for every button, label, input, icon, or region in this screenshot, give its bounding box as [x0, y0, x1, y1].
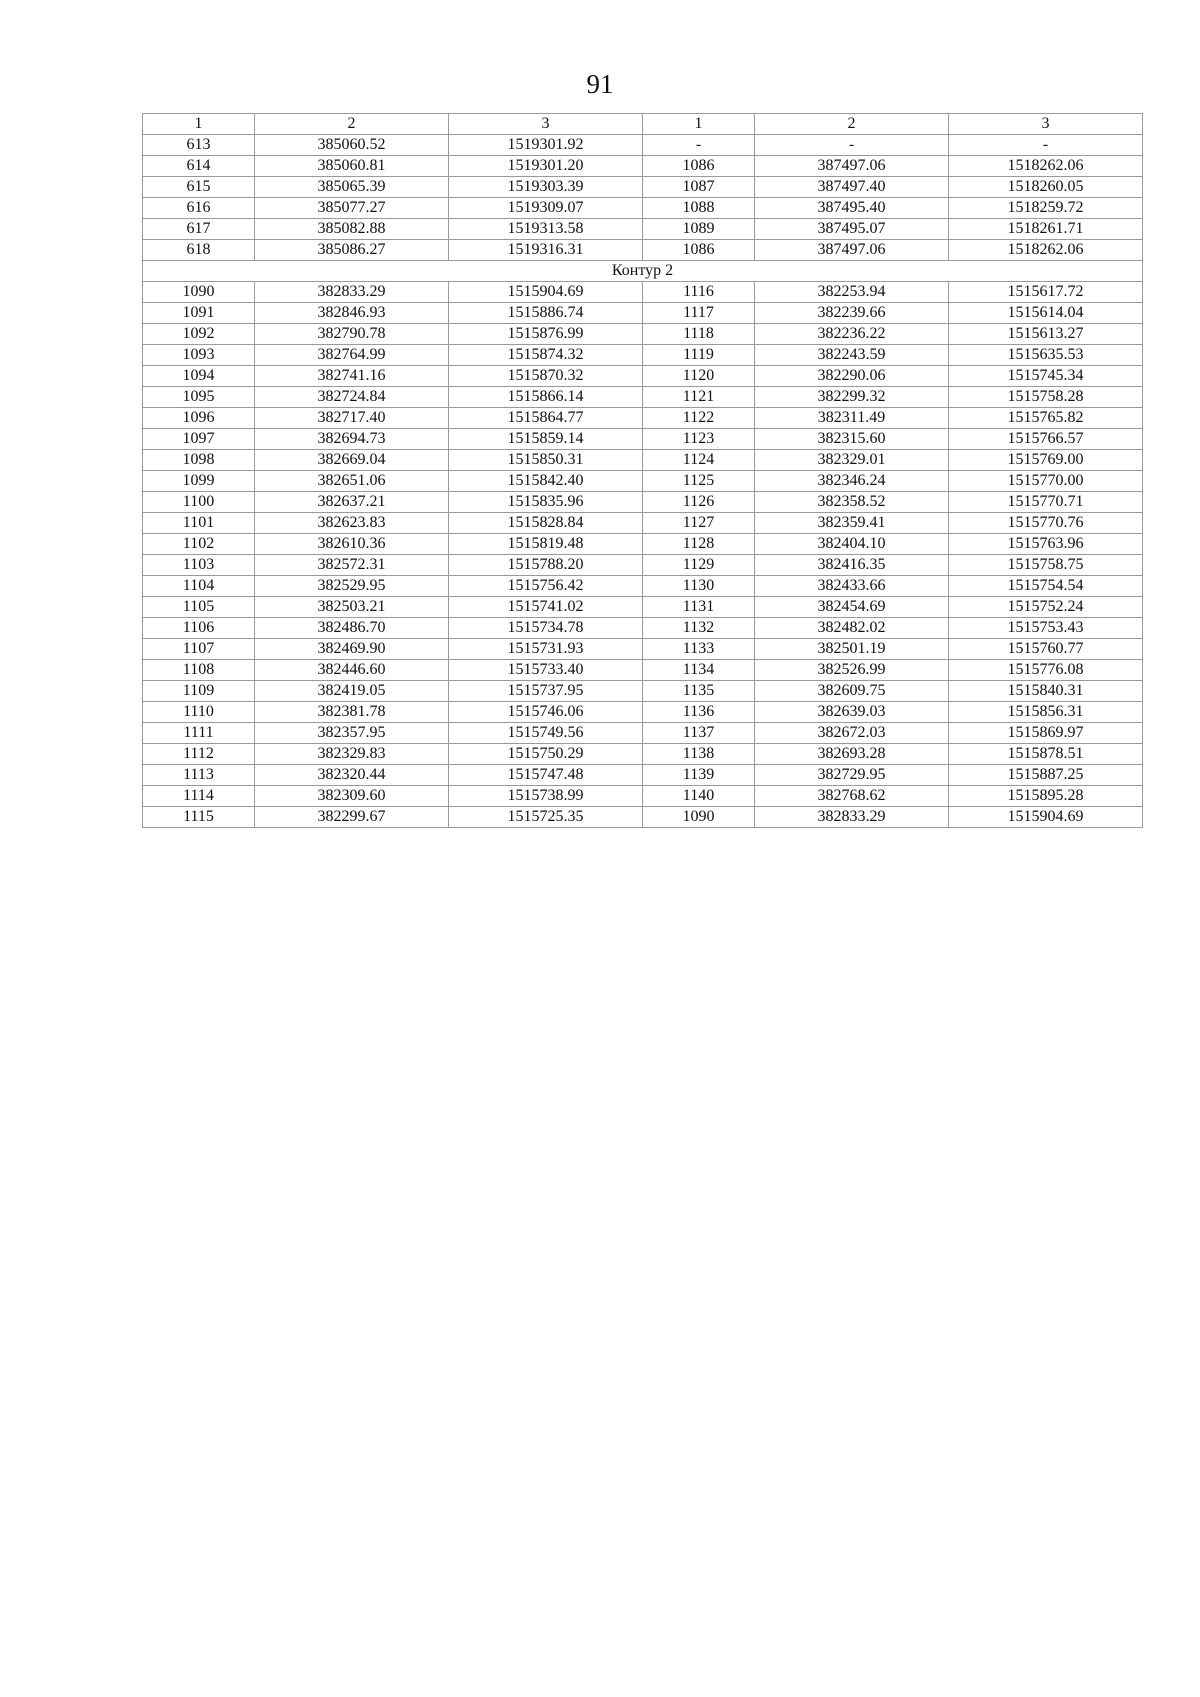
table-cell: 385060.52: [255, 135, 449, 156]
table-cell: 382672.03: [755, 723, 949, 744]
table-row: [143, 534, 1143, 555]
table-cell: 1105: [143, 597, 255, 618]
table-cell: 1124: [643, 450, 755, 471]
page-number: 91: [586, 69, 614, 99]
table-cell: 382404.10: [755, 534, 949, 555]
table-cell: 382290.06: [755, 366, 949, 387]
table-cell: 1110: [143, 702, 255, 723]
table-cell: 1515866.14: [449, 387, 643, 408]
table-cell: 1515617.72: [949, 282, 1143, 303]
table-cell: 618: [143, 240, 255, 261]
table-cell: 1515850.31: [449, 450, 643, 471]
table-cell: 1515856.31: [949, 702, 1143, 723]
table-cell: 382693.28: [755, 744, 949, 765]
table-cell: 1122: [643, 408, 755, 429]
table-cell: 1136: [643, 702, 755, 723]
table-header-row: [143, 114, 1143, 135]
table-cell: 1519301.92: [449, 135, 643, 156]
table-cell: 387497.06: [755, 156, 949, 177]
table-cell: 1515904.69: [949, 807, 1143, 828]
table-cell: 382694.73: [255, 429, 449, 450]
table-cell: 1127: [643, 513, 755, 534]
table-cell: 382741.16: [255, 366, 449, 387]
table-cell: 1117: [643, 303, 755, 324]
table-cell: 1095: [143, 387, 255, 408]
table-cell: 1515741.02: [449, 597, 643, 618]
table-cell: 382433.66: [755, 576, 949, 597]
table-cell: 1126: [643, 492, 755, 513]
table-row: [143, 303, 1143, 324]
table-cell: 1099: [143, 471, 255, 492]
table-row: [143, 219, 1143, 240]
table-row: [143, 660, 1143, 681]
table-cell: 382416.35: [755, 555, 949, 576]
column-number-cell: 2: [255, 114, 449, 135]
table-cell: 1515635.53: [949, 345, 1143, 366]
table-cell: 1128: [643, 534, 755, 555]
table-cell: 1515887.25: [949, 765, 1143, 786]
table-cell: 382833.29: [755, 807, 949, 828]
table-cell: 382299.32: [755, 387, 949, 408]
table-cell: 1515760.77: [949, 639, 1143, 660]
table-row: [143, 513, 1143, 534]
table-cell: 1120: [643, 366, 755, 387]
table-cell: 1515840.31: [949, 681, 1143, 702]
table-cell: 1515828.84: [449, 513, 643, 534]
table-row: [143, 282, 1143, 303]
table-cell: 1515864.77: [449, 408, 643, 429]
table-row: [143, 345, 1143, 366]
table-cell: 1515769.00: [949, 450, 1143, 471]
table-row: [143, 177, 1143, 198]
table-cell: 1114: [143, 786, 255, 807]
table-cell: 382346.24: [755, 471, 949, 492]
table-cell: 1121: [643, 387, 755, 408]
table-cell: 1129: [643, 555, 755, 576]
table-cell: 1515886.74: [449, 303, 643, 324]
table-cell: 1118: [643, 324, 755, 345]
table-cell: 382768.62: [755, 786, 949, 807]
table-cell: 1515763.96: [949, 534, 1143, 555]
table-cell: 1515859.14: [449, 429, 643, 450]
table-cell: 1096: [143, 408, 255, 429]
table-cell: 382790.78: [255, 324, 449, 345]
table-row: [143, 765, 1143, 786]
table-cell: 382469.90: [255, 639, 449, 660]
table-row: [143, 555, 1143, 576]
table-cell: 615: [143, 177, 255, 198]
table-cell: 1108: [143, 660, 255, 681]
table-cell: 1515752.24: [949, 597, 1143, 618]
table-cell: 1104: [143, 576, 255, 597]
table-cell: 1515770.76: [949, 513, 1143, 534]
table-cell: 382609.75: [755, 681, 949, 702]
table-cell: 382669.04: [255, 450, 449, 471]
table-cell: 382329.01: [755, 450, 949, 471]
table-cell: 1515738.99: [449, 786, 643, 807]
table-cell: 1518259.72: [949, 198, 1143, 219]
table-row: [143, 807, 1143, 828]
table-cell: 1515819.48: [449, 534, 643, 555]
table-row: [143, 702, 1143, 723]
table-cell: 1130: [643, 576, 755, 597]
table-cell: 1515731.93: [449, 639, 643, 660]
table-cell: 1515745.34: [949, 366, 1143, 387]
table-row: [143, 786, 1143, 807]
table-cell: 1106: [143, 618, 255, 639]
table-cell: 382358.52: [755, 492, 949, 513]
table-cell: 382309.60: [255, 786, 449, 807]
table-cell: 1515749.56: [449, 723, 643, 744]
table-row: [143, 618, 1143, 639]
table-cell: 1091: [143, 303, 255, 324]
table-cell: 1515766.57: [949, 429, 1143, 450]
table-cell: 1134: [643, 660, 755, 681]
table-cell: 1518262.06: [949, 240, 1143, 261]
table-cell: 382239.66: [755, 303, 949, 324]
table-cell: 1515878.51: [949, 744, 1143, 765]
table-row: [143, 597, 1143, 618]
table-cell: -: [949, 135, 1143, 156]
table-row: [143, 387, 1143, 408]
table-cell: 382482.02: [755, 618, 949, 639]
table-cell: 1111: [143, 723, 255, 744]
table-cell: 1518261.71: [949, 219, 1143, 240]
table-cell: 1131: [643, 597, 755, 618]
table-cell: 1140: [643, 786, 755, 807]
table-cell: 1101: [143, 513, 255, 534]
table-cell: 1088: [643, 198, 755, 219]
table-row: [143, 450, 1143, 471]
table-cell: 1119: [643, 345, 755, 366]
table-cell: 1092: [143, 324, 255, 345]
table-cell: 382572.31: [255, 555, 449, 576]
table-cell: 613: [143, 135, 255, 156]
table-cell: 1515895.28: [949, 786, 1143, 807]
table-cell: 616: [143, 198, 255, 219]
table-cell: 1515770.71: [949, 492, 1143, 513]
table-row: [143, 744, 1143, 765]
table-cell: 382639.03: [755, 702, 949, 723]
table-cell: 1515869.97: [949, 723, 1143, 744]
table-row: [143, 240, 1143, 261]
table-cell: 1515870.32: [449, 366, 643, 387]
table-cell: 1519316.31: [449, 240, 643, 261]
table-cell: 385060.81: [255, 156, 449, 177]
table-cell: 1519303.39: [449, 177, 643, 198]
table-cell: 1113: [143, 765, 255, 786]
table-cell: 1515904.69: [449, 282, 643, 303]
table-cell: 382381.78: [255, 702, 449, 723]
table-cell: 1089: [643, 219, 755, 240]
table-cell: 1086: [643, 156, 755, 177]
table-cell: 1115: [143, 807, 255, 828]
table-cell: 1515753.43: [949, 618, 1143, 639]
table-cell: 385086.27: [255, 240, 449, 261]
coordinates-table-body: [143, 114, 1143, 828]
table-cell: 382486.70: [255, 618, 449, 639]
table-cell: 1515770.00: [949, 471, 1143, 492]
table-cell: -: [643, 135, 755, 156]
table-cell: 387497.40: [755, 177, 949, 198]
table-row: [143, 408, 1143, 429]
column-number-cell: 1: [143, 114, 255, 135]
table-cell: 1137: [643, 723, 755, 744]
table-cell: 382320.44: [255, 765, 449, 786]
table-cell: 382764.99: [255, 345, 449, 366]
table-cell: 1515758.28: [949, 387, 1143, 408]
table-cell: 1098: [143, 450, 255, 471]
table-cell: 1515876.99: [449, 324, 643, 345]
table-cell: 1515733.40: [449, 660, 643, 681]
table-row: [143, 639, 1143, 660]
table-cell: 382357.95: [255, 723, 449, 744]
table-row: [143, 429, 1143, 450]
table-cell: 1100: [143, 492, 255, 513]
table-cell: 382329.83: [255, 744, 449, 765]
table-cell: 1139: [643, 765, 755, 786]
table-cell: 1515725.35: [449, 807, 643, 828]
table-cell: 1515754.54: [949, 576, 1143, 597]
table-cell: 382623.83: [255, 513, 449, 534]
table-cell: 382501.19: [755, 639, 949, 660]
table-row: [143, 156, 1143, 177]
table-cell: 382637.21: [255, 492, 449, 513]
table-cell: 385077.27: [255, 198, 449, 219]
table-cell: 382253.94: [755, 282, 949, 303]
table-cell: 385065.39: [255, 177, 449, 198]
table-cell: 382359.41: [755, 513, 949, 534]
table-cell: 1519313.58: [449, 219, 643, 240]
table-cell: 382454.69: [755, 597, 949, 618]
table-cell: 1515765.82: [949, 408, 1143, 429]
table-cell: 1515734.78: [449, 618, 643, 639]
table-cell: 1123: [643, 429, 755, 450]
table-cell: 387495.07: [755, 219, 949, 240]
table-cell: 614: [143, 156, 255, 177]
table-cell: 1518260.05: [949, 177, 1143, 198]
table-cell: 1116: [643, 282, 755, 303]
table-cell: 1515746.06: [449, 702, 643, 723]
column-number-cell: 1: [643, 114, 755, 135]
coordinates-table: [142, 113, 1143, 828]
table-cell: 1519301.20: [449, 156, 643, 177]
table-row: [143, 366, 1143, 387]
section-row: [143, 261, 1143, 282]
table-cell: 1515776.08: [949, 660, 1143, 681]
table-cell: 382236.22: [755, 324, 949, 345]
table-cell: 1125: [643, 471, 755, 492]
table-cell: 1107: [143, 639, 255, 660]
table-cell: 1515750.29: [449, 744, 643, 765]
table-cell: 1086: [643, 240, 755, 261]
table-row: [143, 324, 1143, 345]
table-cell: 382299.67: [255, 807, 449, 828]
table-cell: 1515835.96: [449, 492, 643, 513]
table-cell: 1112: [143, 744, 255, 765]
table-cell: 1090: [643, 807, 755, 828]
table-cell: 1518262.06: [949, 156, 1143, 177]
table-cell: 387497.06: [755, 240, 949, 261]
table-cell: 382529.95: [255, 576, 449, 597]
table-cell: 382724.84: [255, 387, 449, 408]
table-cell: 1135: [643, 681, 755, 702]
table-row: [143, 723, 1143, 744]
table-cell: 382729.95: [755, 765, 949, 786]
table-cell: 387495.40: [755, 198, 949, 219]
table-cell: 1515788.20: [449, 555, 643, 576]
table-cell: 1515614.04: [949, 303, 1143, 324]
table-cell: 1515758.75: [949, 555, 1143, 576]
table-cell: 382315.60: [755, 429, 949, 450]
table-cell: 1133: [643, 639, 755, 660]
table-cell: 1097: [143, 429, 255, 450]
table-cell: 1132: [643, 618, 755, 639]
section-label: Контур 2: [143, 261, 1143, 282]
table-cell: 1093: [143, 345, 255, 366]
table-cell: 1515613.27: [949, 324, 1143, 345]
table-cell: 382446.60: [255, 660, 449, 681]
table-cell: 382610.36: [255, 534, 449, 555]
table-cell: 1515874.32: [449, 345, 643, 366]
table-cell: 1109: [143, 681, 255, 702]
column-number-cell: 2: [755, 114, 949, 135]
table-row: [143, 135, 1143, 156]
table-cell: 1515842.40: [449, 471, 643, 492]
table-cell: 1515747.48: [449, 765, 643, 786]
table-cell: 385082.88: [255, 219, 449, 240]
table-row: [143, 492, 1143, 513]
table-row: [143, 681, 1143, 702]
table-row: [143, 471, 1143, 492]
table-cell: 382503.21: [255, 597, 449, 618]
table-row: [143, 576, 1143, 597]
table-cell: -: [755, 135, 949, 156]
table-cell: 382311.49: [755, 408, 949, 429]
column-number-cell: 3: [949, 114, 1143, 135]
column-number-cell: 3: [449, 114, 643, 135]
table-row: [143, 198, 1143, 219]
table-cell: 1102: [143, 534, 255, 555]
table-cell: 382846.93: [255, 303, 449, 324]
table-cell: 1094: [143, 366, 255, 387]
table-cell: 382243.59: [755, 345, 949, 366]
table-cell: 1138: [643, 744, 755, 765]
table-cell: 1103: [143, 555, 255, 576]
table-cell: 382526.99: [755, 660, 949, 681]
table-cell: 382651.06: [255, 471, 449, 492]
table-cell: 617: [143, 219, 255, 240]
table-cell: 382717.40: [255, 408, 449, 429]
table-cell: 1515737.95: [449, 681, 643, 702]
table-cell: 1515756.42: [449, 576, 643, 597]
table-cell: 1090: [143, 282, 255, 303]
table-cell: 382419.05: [255, 681, 449, 702]
table-cell: 382833.29: [255, 282, 449, 303]
table-cell: 1519309.07: [449, 198, 643, 219]
table-cell: 1087: [643, 177, 755, 198]
